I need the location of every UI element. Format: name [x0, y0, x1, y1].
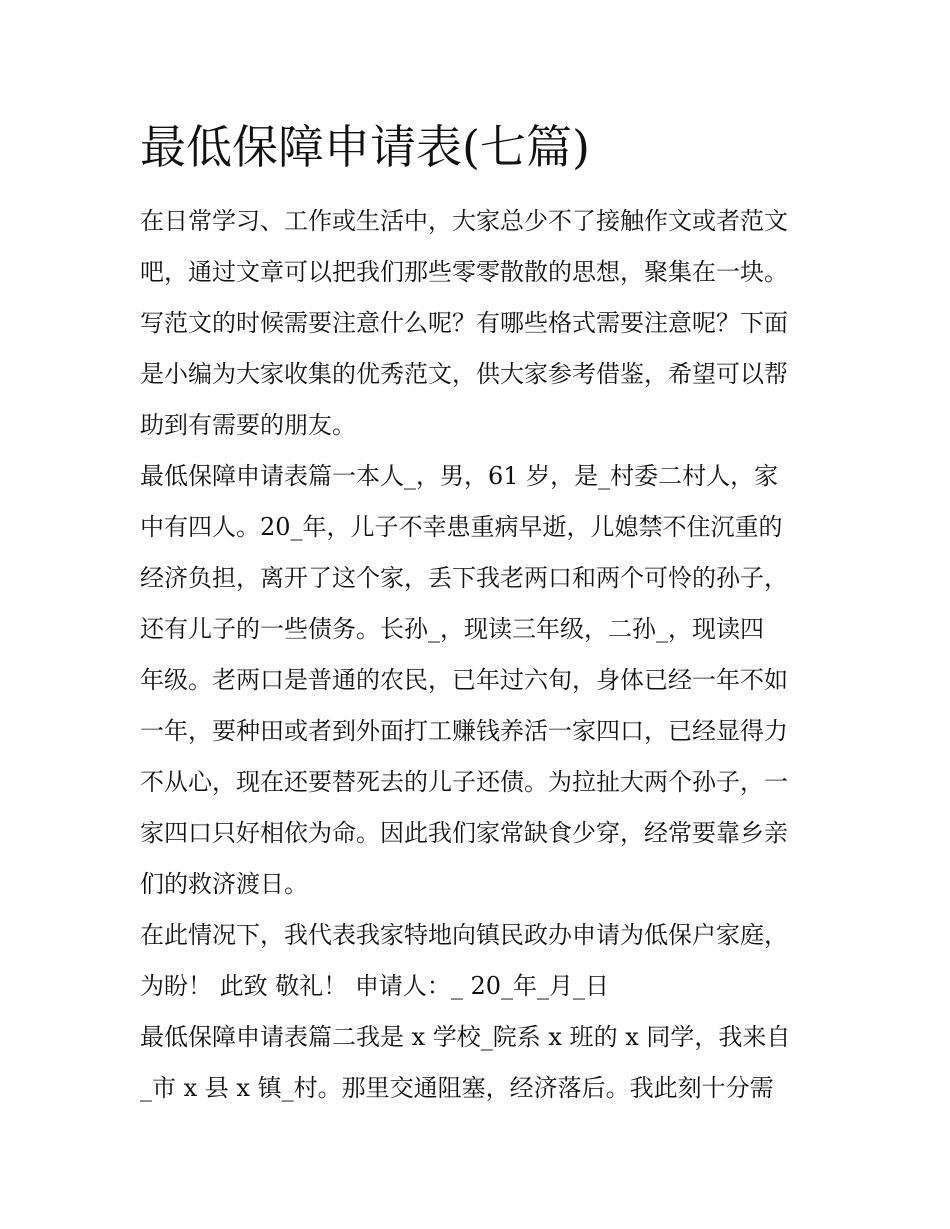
body-line: 一年，要种田或者到外面打工赚钱养活一家四口，已经显得力 [140, 717, 788, 745]
body-line: 家四口只好相依为命。因此我们家常缺食少穿，经常要靠乡亲 [140, 819, 788, 847]
body-line: 在日常学习、工作或生活中，大家总少不了接触作文或者范文 [140, 207, 788, 235]
body-line: 为盼！ 此致 敬礼！ 申请人：_ 20_年_月_日 [140, 972, 610, 1000]
body-line: 们的救济渡日。 [140, 870, 308, 898]
body-line: 中有四人。20_年，儿子不幸患重病早逝，儿媳禁不住沉重的 [140, 513, 783, 541]
body-line: 最低保障申请表篇一本人_，男，61 岁，是_村委二村人，家 [140, 462, 779, 490]
body-line: 写范文的时候需要注意什么呢？有哪些格式需要注意呢？下面 [140, 309, 788, 337]
body-line: 最低保障申请表篇二我是 x 学校_院系 x 班的 x 同学，我来自 [140, 1023, 791, 1051]
body-line: 经济负担，离开了这个家，丢下我老两口和两个可怜的孙子， [140, 564, 788, 592]
body-line: 不从心，现在还要替死去的儿子还债。为拉扯大两个孙子，一 [140, 768, 788, 796]
body-line: 还有儿子的一些债务。长孙_，现读三年级，二孙_，现读四 [140, 615, 764, 643]
body-line: 在此情况下，我代表我家特地向镇民政办申请为低保户家庭， [140, 921, 788, 949]
body-line: 吧，通过文章可以把我们那些零零散散的思想，聚集在一块。 [140, 258, 788, 286]
document-body [140, 196, 820, 1114]
body-line: 是小编为大家收集的优秀范文，供大家参考借鉴，希望可以帮 [140, 360, 788, 388]
document-title: 最低保障申请表(七篇) [140, 120, 590, 174]
body-line: 助到有需要的朋友。 [140, 411, 356, 439]
body-line: 年级。老两口是普通的农民，已年过六旬，身体已经一年不如 [140, 666, 788, 694]
body-line: _市 x 县 x 镇_村。那里交通阻塞，经济落后。我此刻十分需 [140, 1074, 774, 1102]
